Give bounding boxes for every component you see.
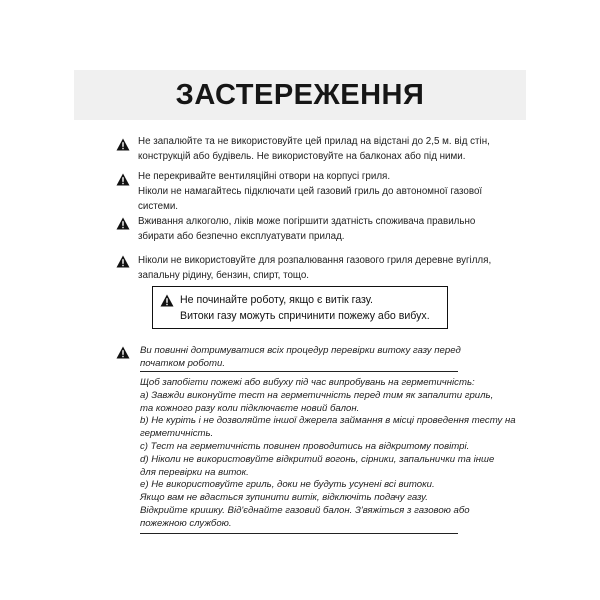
text-line: e) Не використовуйте гриль, доки не будуть усунені всі витоки.	[140, 479, 435, 491]
text-line: Якщо вам не вдасться зупинити витік, відключіть подачу газу.	[140, 492, 428, 504]
title-band	[74, 70, 526, 120]
text-line: та кожного разу коли підключаєте новий балон.	[140, 402, 360, 414]
warning-triangle-icon	[116, 217, 130, 230]
text-line: Вживання алкоголю, ліків може погіршити здатність споживача правильно	[138, 216, 476, 227]
procedure-intro	[140, 344, 461, 371]
text-line: збирати або безпечно експлуатувати прилад.	[138, 231, 345, 242]
text-line: Ніколи не намагайтесь підключати цей газовий гриль до автономної газової	[138, 186, 483, 197]
text-line: пожежною службою.	[140, 517, 232, 529]
divider-line	[140, 371, 458, 372]
warning-2-text	[138, 169, 482, 214]
text-line: b) Не куріть і не дозволяйте іншої джерела займання в місці проведення тесту на	[140, 415, 516, 427]
warning-triangle-icon	[160, 294, 174, 307]
text-line: Щоб запобігти пожежі або вибуху під час випробувань на герметичність:	[140, 377, 475, 388]
text-line: Не запалюйте та не використовуйте цей прилад на відстані до 2,5 м. від стін,	[138, 136, 490, 147]
text-line: d) Ніколи не використовуйте відкритий вогонь, сірники, запальнички та інше	[140, 453, 495, 465]
procedure-steps	[140, 377, 516, 531]
text-line: початком роботи.	[140, 358, 225, 370]
warning-triangle-icon	[116, 346, 130, 359]
gas-leak-notice-box	[152, 286, 448, 329]
divider-line	[140, 533, 458, 534]
warning-3-text	[138, 214, 475, 244]
text-line: для перевірки на виток.	[140, 466, 249, 478]
text-line: Витоки газу можуть спричинити пожежу або вибух.	[180, 310, 430, 322]
text-line: Не перекривайте вентиляційні отвори на корпусі гриля.	[138, 171, 391, 182]
text-line: Відкрийте кришку. Від'єднайте газовий балон. З'вяжіться з газовою або	[140, 504, 470, 516]
warning-triangle-icon	[116, 255, 130, 268]
text-line: Не починайте роботу, якщо є витік газу.	[180, 294, 373, 306]
text-line: герметичність.	[140, 428, 214, 440]
warning-4-text	[138, 253, 491, 283]
text-line: c) Тест на герметичність повинен проводитись на відкритому повітрі.	[140, 440, 470, 452]
text-line: запальну рідину, бензин, спирт, тощо.	[138, 270, 310, 281]
warning-triangle-icon	[116, 173, 130, 186]
text-line: системи.	[138, 201, 179, 212]
warning-triangle-icon	[116, 138, 130, 151]
text-line: а) Завжди виконуйте тест на герметичність перед тим як запалити гриль,	[140, 389, 494, 401]
text-line: Ніколи не використовуйте для розпалювання газового гриля деревне вугілля,	[138, 255, 492, 266]
text-line: Ви повинні дотримуватися всіх процедур перевірки витоку газу перед	[140, 345, 461, 356]
notice-text	[180, 292, 430, 324]
page-title: ЗАСТЕРЕЖЕННЯ	[175, 78, 425, 111]
warning-1-text	[138, 134, 490, 164]
text-line: конструкцій або будівель. Не використовуйте на балконах або під ними.	[138, 151, 466, 162]
